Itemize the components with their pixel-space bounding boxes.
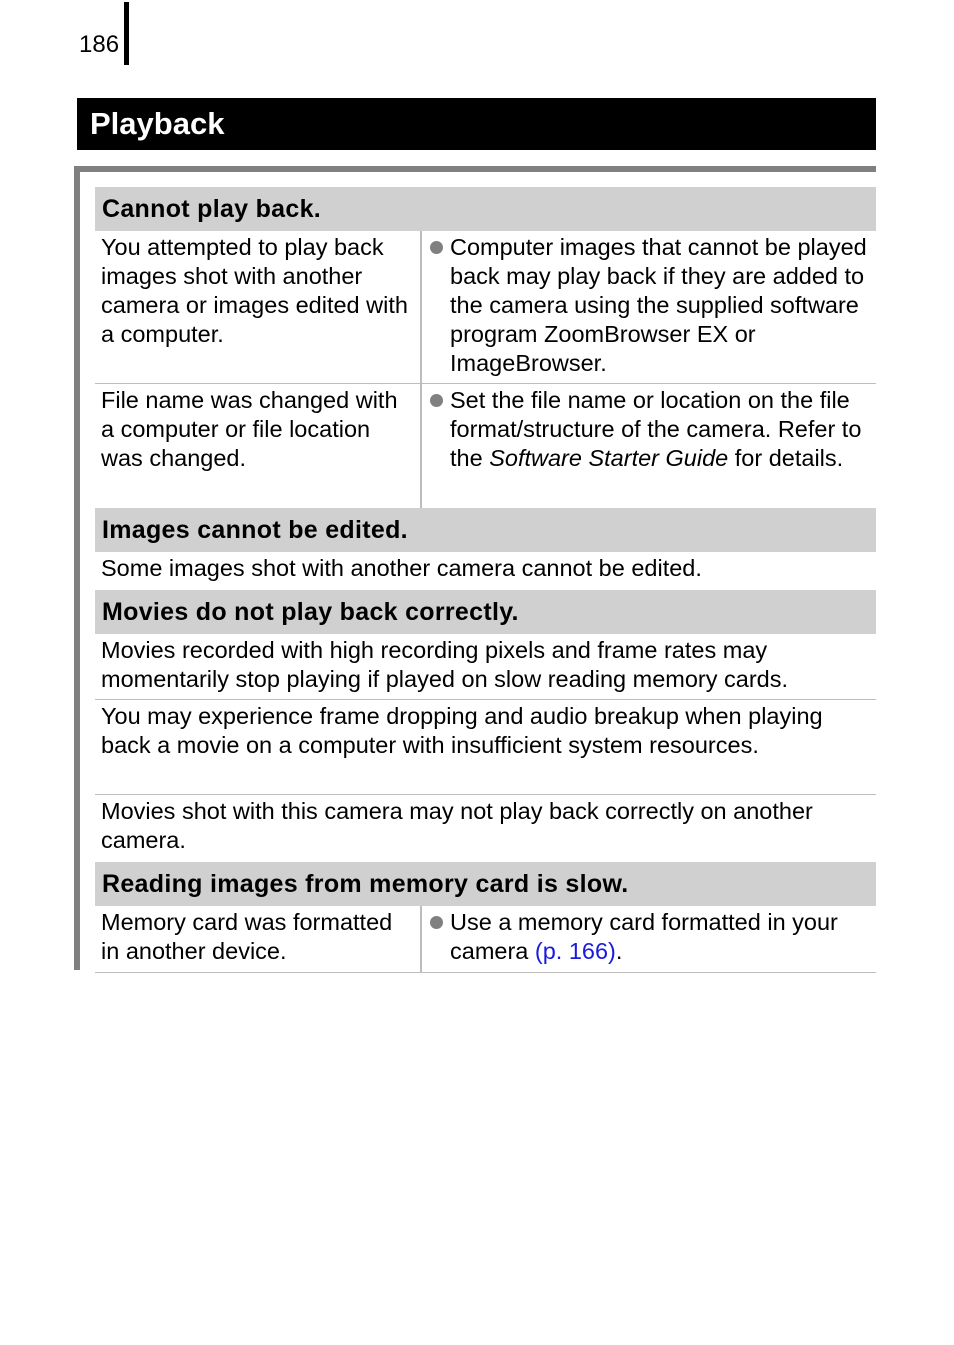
info-paragraph xyxy=(95,634,876,700)
cause-text: You attempted to play back images shot with another camera or images edited with a computer. xyxy=(101,234,408,347)
cause-cell xyxy=(95,384,422,508)
info-text: You may experience frame dropping and audio breakup when playing back a movie on a computer with insufficient system resources. xyxy=(101,703,823,758)
cause-text: File name was changed with a computer or file location was changed. xyxy=(101,387,398,471)
bullet-icon xyxy=(430,916,443,929)
section-header-cannot-play-back: Cannot play back. xyxy=(95,187,876,231)
table-row xyxy=(95,231,876,384)
info-paragraph xyxy=(95,700,876,795)
cause-cell xyxy=(95,906,422,972)
section-header-images-cannot-be-edited: Images cannot be edited. xyxy=(95,508,876,552)
info-text: Movies shot with this camera may not play back correctly on another camera. xyxy=(101,798,813,853)
table-row xyxy=(95,384,876,508)
solution-cell xyxy=(422,906,876,972)
info-text: Movies recorded with high recording pixels and frame rates may momentarily stop playing if played on slow reading memory cards. xyxy=(101,637,789,692)
solution-text: Computer images that cannot be played back may play back if they are added to the camera using the supplied software program ZoomBrowser EX or ImageBrowser. xyxy=(450,234,867,376)
cause-text: Memory card was formatted in another device. xyxy=(101,909,393,964)
info-text: Some images shot with another camera cannot be edited. xyxy=(101,555,702,581)
section-frame-left xyxy=(74,166,80,970)
solution-cell xyxy=(422,384,876,508)
solution-cell xyxy=(422,231,876,383)
section-frame-top xyxy=(74,166,876,172)
manual-title: Software Starter Guide xyxy=(489,445,729,471)
section-header-slow-reading: Reading images from memory card is slow. xyxy=(95,862,876,906)
solution-text: Use a memory card formatted in your camera (p. 166). xyxy=(450,909,838,964)
page-number: 186 xyxy=(79,31,120,58)
bullet-icon xyxy=(430,241,443,254)
troubleshooting-table xyxy=(95,187,876,973)
page-title: Playback xyxy=(77,98,876,150)
page-reference-link[interactable]: (p. 166) xyxy=(534,938,616,964)
table-row xyxy=(95,906,876,973)
page-number-rule xyxy=(124,2,129,65)
cause-cell xyxy=(95,231,422,383)
section-text xyxy=(95,552,876,590)
solution-text: Set the file name or location on the file format/structure of the camera. Refer to the Software Starter Guide for details. xyxy=(450,387,862,471)
bullet-icon xyxy=(430,394,443,407)
info-paragraph xyxy=(95,795,876,862)
section-header-movies-playback: Movies do not play back correctly. xyxy=(95,590,876,634)
